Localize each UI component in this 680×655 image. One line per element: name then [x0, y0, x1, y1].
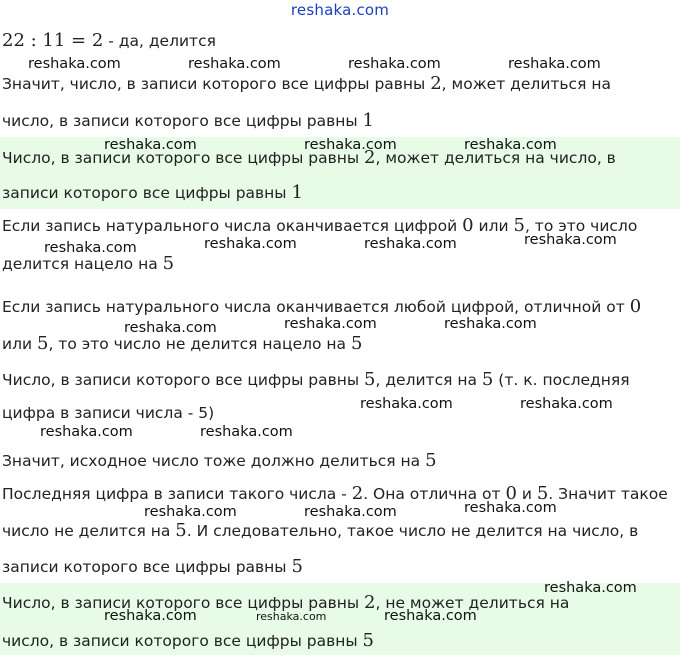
text-segment: , то это число	[524, 217, 638, 235]
watermark: reshaka.com	[200, 424, 293, 440]
watermark: reshaka.com	[188, 56, 281, 72]
text-segment: (т. к. последняя	[493, 371, 630, 389]
text-segment: - да, делится	[103, 32, 216, 50]
text-line	[2, 483, 668, 504]
text-segment: Число, в записи которого все цифры равны	[2, 371, 365, 389]
watermark: reshaka.com	[360, 396, 453, 412]
math-expression: 5	[36, 333, 49, 354]
text-segment: . Значит такое	[548, 485, 668, 503]
text-line	[2, 73, 611, 94]
text-line	[2, 630, 374, 651]
text-segment: , то это число не делится нацело на	[48, 335, 351, 353]
site-header[interactable]: reshaka.com	[290, 1, 390, 19]
watermark: reshaka.com	[284, 316, 377, 332]
text-segment: число, в записи которого все цифры равны	[2, 112, 363, 130]
watermark: reshaka.com	[464, 500, 557, 516]
text-line	[2, 333, 362, 354]
text-line	[2, 450, 437, 471]
watermark: reshaka.com	[464, 137, 557, 153]
watermark: reshaka.com	[104, 137, 197, 153]
text-line	[2, 296, 641, 317]
text-segment: записи которого все цифры равны	[2, 184, 292, 202]
math-expression: 5	[536, 483, 549, 504]
text-segment: Если запись натурального числа оканчивается цифрой	[2, 217, 463, 235]
math-expression: 5	[362, 630, 374, 651]
text-line	[2, 110, 374, 131]
math-expression: 0	[462, 215, 474, 236]
text-segment: . Она отлична от	[363, 485, 506, 503]
text-segment: , не может делиться на	[375, 594, 570, 612]
math-expression: 2	[351, 483, 364, 504]
text-segment: Значит, число, в записи которого все цифры равны	[2, 75, 431, 93]
text-line	[2, 556, 303, 577]
text-line	[2, 30, 216, 51]
text-line	[2, 369, 630, 390]
text-segment: и	[516, 485, 537, 503]
text-line	[2, 404, 214, 422]
watermark: reshaka.com	[508, 56, 601, 72]
text-segment: , делится на	[375, 371, 482, 389]
text-segment: или	[2, 335, 37, 353]
watermark: reshaka.com	[304, 504, 397, 520]
text-segment: делится нацело на	[2, 255, 163, 273]
watermark: reshaka.com	[364, 236, 457, 252]
math-expression: 5	[364, 369, 376, 390]
text-segment: цифра в записи числа - 5)	[2, 404, 215, 422]
text-segment: Число, в записи которого все цифры равны	[2, 149, 365, 167]
watermark: reshaka.com	[544, 580, 637, 596]
math-expression: 0	[629, 296, 642, 317]
math-expression: 5	[481, 369, 494, 390]
math-expression: 5	[425, 450, 437, 471]
math-expression: 2	[364, 147, 376, 168]
math-expression: 5	[350, 333, 363, 354]
math-expression: 5	[162, 253, 175, 274]
math-expression: 5	[175, 520, 187, 541]
watermark: reshaka.com	[104, 608, 197, 624]
math-expression: 1	[362, 110, 374, 131]
watermark: reshaka.com	[384, 608, 477, 624]
text-segment: или	[473, 217, 514, 235]
math-expression: 1	[291, 182, 303, 203]
math-expression: 2	[430, 73, 442, 94]
watermark: reshaka.com	[124, 320, 217, 336]
watermark: reshaka.com	[144, 504, 237, 520]
text-line	[2, 182, 303, 203]
math-expression: 0	[505, 483, 517, 504]
watermark: reshaka.com	[304, 137, 397, 153]
watermark: reshaka.com	[444, 316, 537, 332]
text-line	[2, 253, 174, 274]
watermark: reshaka.com	[28, 56, 121, 72]
text-segment: Значит, исходное число тоже должно делиться на	[2, 452, 426, 470]
text-segment: число не делится на	[2, 522, 176, 540]
math-expression: 5	[291, 556, 303, 577]
watermark: reshaka.com	[44, 240, 137, 256]
text-segment: Если запись натурального числа оканчивается любой цифрой, отличной от	[2, 298, 630, 316]
watermark: reshaka.com	[40, 424, 133, 440]
text-segment: записи которого все цифры равны	[2, 558, 292, 576]
math-expression: 2	[364, 592, 376, 613]
math-expression: 5	[513, 215, 525, 236]
text-segment: . И следовательно, такое число не делится на число, в	[186, 522, 639, 540]
watermark: reshaka.com	[256, 610, 327, 623]
text-line	[2, 520, 638, 541]
watermark: reshaka.com	[524, 232, 617, 248]
watermark: reshaka.com	[348, 56, 441, 72]
text-segment: Число, в записи которого все цифры равны	[2, 594, 365, 612]
text-segment: , может делиться на число, в	[375, 149, 616, 167]
text-segment: , может делиться на	[441, 75, 611, 93]
text-segment: Последняя цифра в записи такого числа -	[2, 485, 352, 503]
math-expression: 22 : 11 = 2	[2, 30, 104, 51]
watermark: reshaka.com	[520, 396, 613, 412]
text-segment: число, в записи которого все цифры равны	[2, 632, 363, 650]
watermark: reshaka.com	[204, 236, 297, 252]
